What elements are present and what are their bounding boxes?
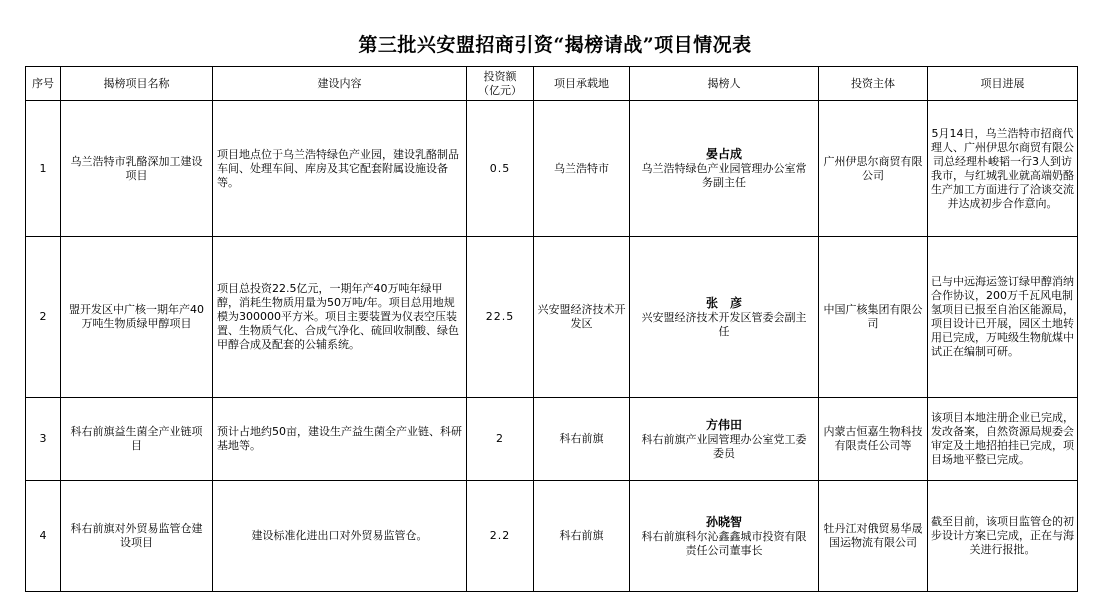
cell-project-name: 盟开发区中广核一期年产40万吨生物质绿甲醇项目 [61,237,213,398]
cell-content: 项目地点位于乌兰浩特绿色产业园，建设乳酪制品车间、处理车间、库房及其它配套附属设施设备等。 [213,101,467,237]
table-header-row [26,67,1078,101]
person-name: 晏占成 [705,147,742,161]
cell-person [630,398,819,481]
cell-amount: 0.5 [467,101,534,237]
cell-seq: 2 [26,237,61,398]
cell-progress: 该项目本地注册企业已完成，发改备案，自然资源局规委会审定及土地招拍挂已完成，项目场地平整已完成。 [928,398,1078,481]
cell-content: 预计占地约50亩，建设生产益生菌全产业链、科研基地等。 [213,398,467,481]
cell-progress: 截至目前，该项目监管仓的初步设计方案已完成，正在与海关进行报批。 [928,481,1078,592]
person-title: 兴安盟经济技术开发区管委会副主任 [641,310,807,338]
header-investor: 投资主体 [819,67,928,101]
cell-progress: 已与中远海运签订绿甲醇消纳合作协议，200万千瓦风电制氢项目已报至自治区能源局，项目设计已开展，园区土地转用已完成，万吨级生物航煤中试正在编制可研。 [928,237,1078,398]
cell-investor: 中国广核集团有限公司 [819,237,928,398]
table-row [26,237,1078,398]
cell-seq: 4 [26,481,61,592]
cell-amount: 22.5 [467,237,534,398]
cell-investor: 内蒙古恒嘉生物科技有限责任公司等 [819,398,928,481]
header-name: 揭榜项目名称 [61,67,213,101]
header-progress: 项目进展 [928,67,1078,101]
header-seq: 序号 [26,67,61,101]
table-row [26,398,1078,481]
header-person: 揭榜人 [630,67,819,101]
cell-location: 科右前旗 [534,481,630,592]
cell-project-name: 科右前旗益生菌全产业链项目 [61,398,213,481]
person-title: 科右前旗科尔沁鑫鑫城市投资有限责任公司董事长 [641,529,807,557]
person-title: 乌兰浩特绿色产业园管理办公室常务副主任 [641,162,807,189]
cell-seq: 3 [26,398,61,481]
cell-person [630,101,819,237]
page-title: 第三批兴安盟招商引资“揭榜请战”项目情况表 [358,34,752,56]
cell-seq: 1 [26,101,61,237]
table-row [26,481,1078,592]
cell-investor: 牡丹江对俄贸易华晟国运物流有限公司 [819,481,928,592]
person-name: 方伟田 [705,417,742,432]
cell-person [630,237,819,398]
cell-project-name: 乌兰浩特市乳酪深加工建设项目 [61,101,213,237]
cell-location: 乌兰浩特市 [534,101,630,237]
person-name: 张 彦 [705,295,742,310]
cell-content: 建设标准化进出口对外贸易监管仓。 [213,481,467,592]
cell-content: 项目总投资22.5亿元，一期年产40万吨年绿甲醇，消耗生物质用量为50万吨/年。项目总用地规模为300000平方米。项目主要装置为仪表空压装置、生物质气化、合成气净化、硫回收制酸、绿色甲醇合成及配套的公辅系统。 [213,237,467,398]
header-content: 建设内容 [213,67,467,101]
header-amount-line2: （亿元） [478,83,522,97]
project-table [25,66,1078,592]
cell-investor: 广州伊思尔商贸有限公司 [819,101,928,237]
cell-amount: 2.2 [467,481,534,592]
cell-location: 科右前旗 [534,398,630,481]
cell-person [630,481,819,592]
header-location: 项目承载地 [534,67,630,101]
header-amount-line1: 投资额 [483,69,517,83]
cell-amount: 2 [467,398,534,481]
header-amount [467,67,534,101]
table-row [26,101,1078,237]
cell-location: 兴安盟经济技术开发区 [534,237,630,398]
person-name: 孙晓智 [705,514,742,529]
cell-progress: 5月14日，乌兰浩特市招商代理人、广州伊思尔商贸有限公司总经理朴峻韬一行3人到访我市，与红城乳业就高端奶酪生产加工方面进行了洽谈交流并达成初步合作意向。 [928,101,1078,237]
cell-project-name: 科右前旗对外贸易监管仓建设项目 [61,481,213,592]
person-title: 科右前旗产业园管理办公室党工委委员 [641,432,807,460]
